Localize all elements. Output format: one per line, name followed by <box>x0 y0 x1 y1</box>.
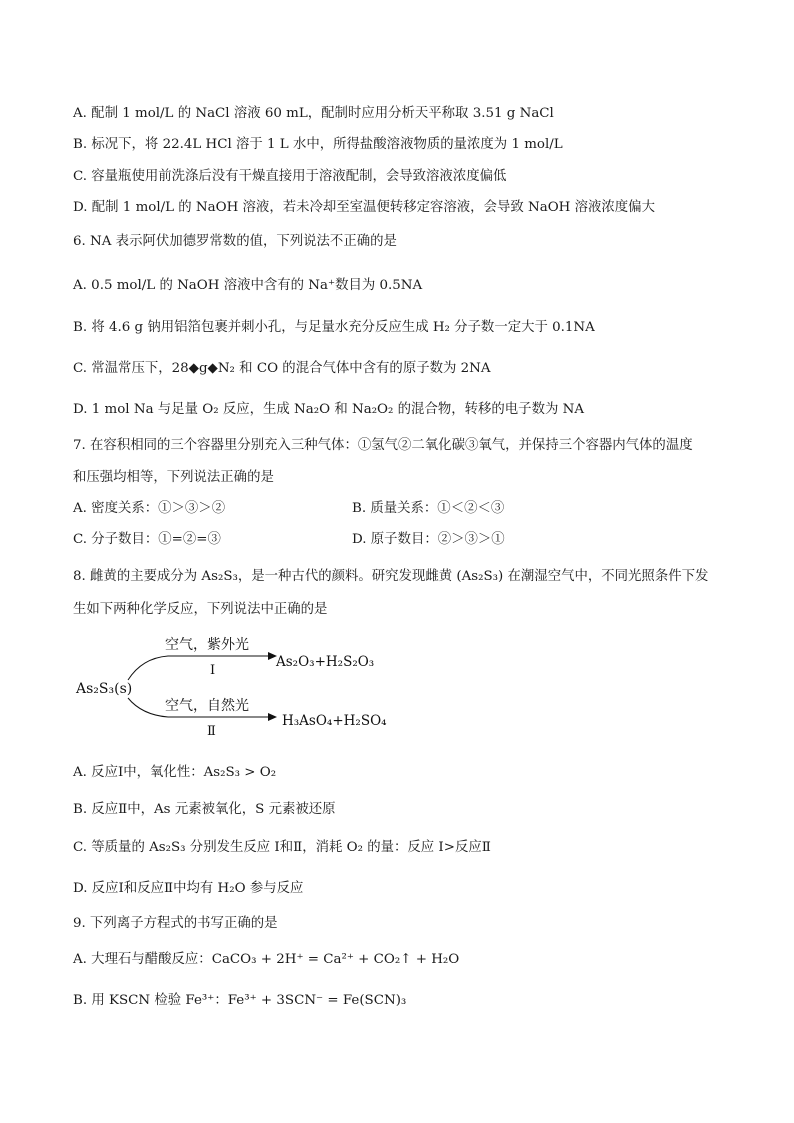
diagram-label-1: Ⅰ <box>210 663 216 678</box>
diagram-label-2: Ⅱ <box>207 724 216 739</box>
q5-option-b: B. 标况下，将 22.4L HCl 溶于 1 L 水中，所得盐酸溶液物质的量浓度为 1 mol/L <box>73 137 563 152</box>
q7-option-a: A. 密度关系：①＞③＞② <box>73 501 226 516</box>
diagram-condition-2: 空气，自然光 <box>165 698 249 714</box>
arrow-head-2 <box>268 713 277 721</box>
q7-option-c: C. 分子数目：①=②=③ <box>73 532 221 547</box>
q9-option-b: B. 用 KSCN 检验 Fe³⁺：Fe³⁺ + 3SCN⁻ = Fe(SCN)₃ <box>73 993 407 1008</box>
q7-option-b: B. 质量关系：①＜②＜③ <box>352 501 505 516</box>
diagram-reactant: As₂S₃(s) <box>76 681 133 697</box>
q7-option-d: D. 原子数目：②＞③＞① <box>352 532 505 547</box>
reaction-diagram <box>70 628 430 748</box>
diagram-product-1: As₂O₃+H₂S₂O₃ <box>276 654 375 670</box>
q6-stem: 6. NA 表示阿伏加德罗常数的值，下列说法不正确的是 <box>73 234 397 249</box>
q6-option-c: C. 常温常压下，28◆g◆N₂ 和 CO 的混合气体中含有的原子数为 2NA <box>73 361 491 376</box>
q6-option-b: B. 将 4.6 g 钠用铝箔包裹并刺小孔，与足量水充分反应生成 H₂ 分子数一定大于 0.1NA <box>73 320 595 335</box>
q8-stem-line2: 生如下两种化学反应，下列说法中正确的是 <box>73 602 328 617</box>
q9-option-a: A. 大理石与醋酸反应：CaCO₃ + 2H⁺ = Ca²⁺ + CO₂↑ + H₂O <box>73 952 460 967</box>
q6-option-a: A. 0.5 mol/L 的 NaOH 溶液中含有的 Na⁺数目为 0.5NA <box>73 278 423 293</box>
q8-option-c: C. 等质量的 As₂S₃ 分别发生反应 Ⅰ和Ⅱ，消耗 O₂ 的量：反应 Ⅰ>反应Ⅱ <box>73 840 491 855</box>
diagram-product-2: H₃AsO₄+H₂SO₄ <box>282 713 387 729</box>
q5-option-d: D. 配制 1 mol/L 的 NaOH 溶液，若未冷却至室温便转移定容溶液，会导致 NaOH 溶液浓度偏大 <box>73 200 655 215</box>
q7-stem-line1: 7. 在容积相同的三个容器里分别充入三种气体：①氢气②二氧化碳③氧气，并保持三个容器内气体的温度 <box>73 438 693 453</box>
q8-option-b: B. 反应Ⅱ中，As 元素被氧化，S 元素被还原 <box>73 802 336 817</box>
diagram-condition-1: 空气，紫外光 <box>165 637 249 653</box>
q5-option-c: C. 容量瓶使用前洗涤后没有干燥直接用于溶液配制，会导致溶液浓度偏低 <box>73 169 507 184</box>
q7-stem-line2: 和压强均相等，下列说法正确的是 <box>73 470 274 485</box>
q8-option-d: D. 反应Ⅰ和反应Ⅱ中均有 H₂O 参与反应 <box>73 881 304 896</box>
branch-arrow-1 <box>128 656 268 680</box>
q5-option-a: A. 配制 1 mol/L 的 NaCl 溶液 60 mL，配制时应用分析天平称取 3.51 g NaCl <box>73 106 554 121</box>
q8-stem-line1: 8. 雌黄的主要成分为 As₂S₃，是一种古代的颜料。研究发现雌黄 (As₂S₃) 在潮湿空气中，不同光照条件下发 <box>73 569 709 584</box>
q9-stem: 9. 下列离子方程式的书写正确的是 <box>73 916 278 931</box>
q8-option-a: A. 反应Ⅰ中，氧化性：As₂S₃ > O₂ <box>73 765 277 780</box>
q6-option-d: D. 1 mol Na 与足量 O₂ 反应，生成 Na₂O 和 Na₂O₂ 的混合物，转移的电子数为 NA <box>73 402 584 417</box>
